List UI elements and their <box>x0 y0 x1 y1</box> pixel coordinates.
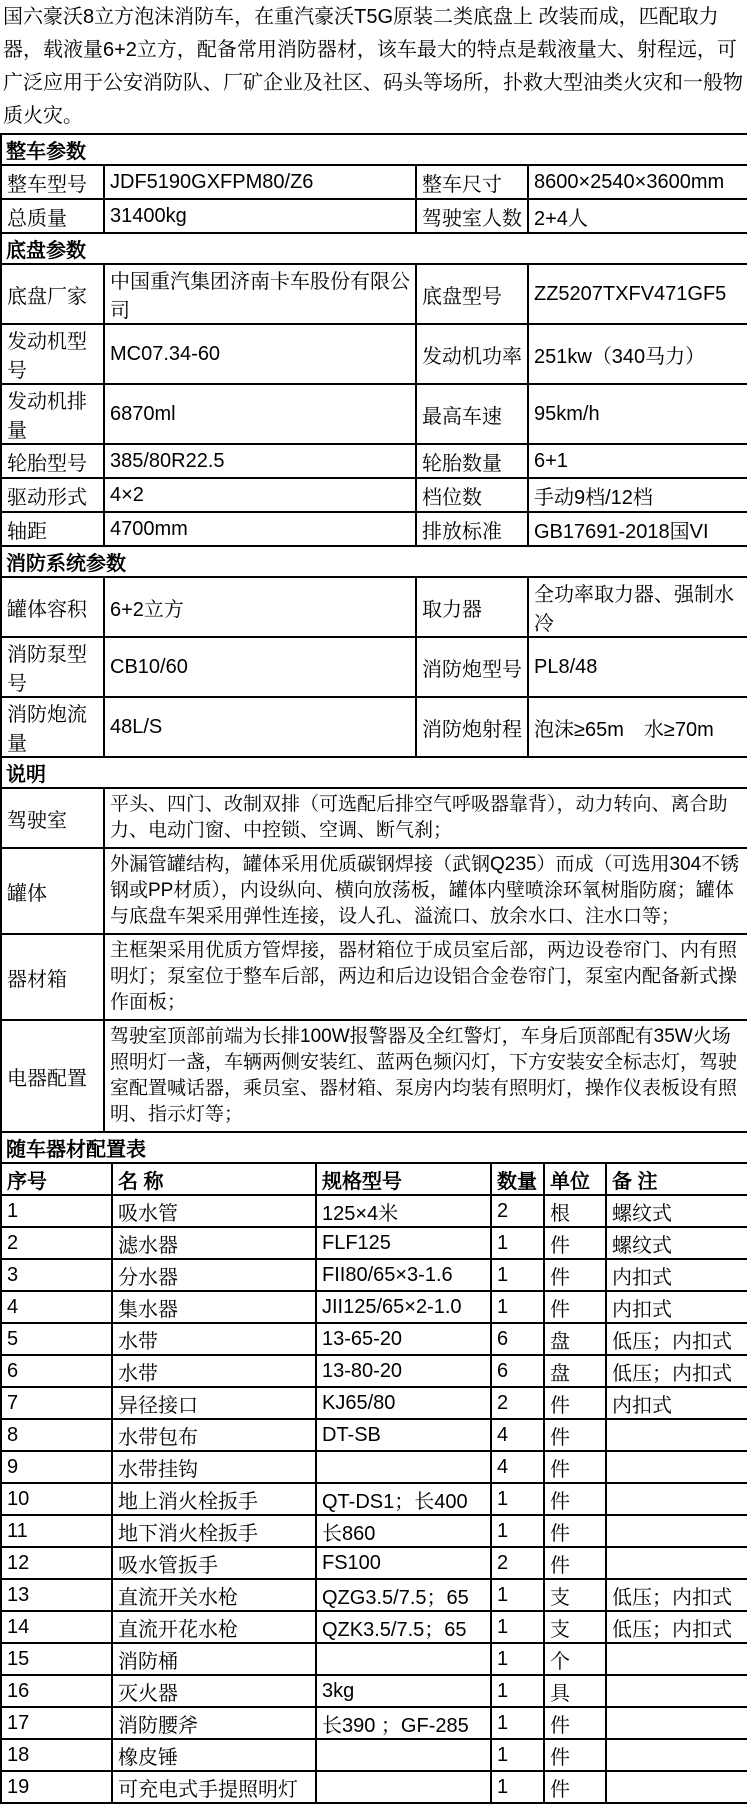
cell-qty: 1 <box>491 1515 544 1547</box>
cell-spec: JII125/65×2-1.0 <box>316 1291 491 1323</box>
cell-unit: 件 <box>544 1227 606 1259</box>
intro-paragraph: 国六豪沃8立方泡沫消防车，在重汽豪沃T5G原装二类底盘上 改装而成，匹配取力器，载液量6+2立方，配备常用消防器材，该车最大的特点是载液量大、射程远，可广泛应用于公安消防队、厂矿企业及社区、码头等场所，扑救大型油类火灾和一般物质火灾。 <box>3 6 743 127</box>
param-label: 最高车速 <box>416 384 528 444</box>
equipment-row <box>1 1739 747 1771</box>
equipment-header-row <box>1 1163 747 1195</box>
cell-remark: 内扣式 <box>606 1259 747 1291</box>
equipment-row <box>1 1195 747 1227</box>
param-row <box>1 512 747 546</box>
cell-unit: 具 <box>544 1675 606 1707</box>
cell-qty: 1 <box>491 1739 544 1771</box>
param-row <box>1 384 747 444</box>
section-header-row <box>1 1132 747 1163</box>
param-value: 251kw（340马力） <box>528 324 747 384</box>
param-label: 轮胎数量 <box>416 444 528 478</box>
cell-qty: 4 <box>491 1419 544 1451</box>
cell-spec: FS100 <box>316 1547 491 1579</box>
cell-qty: 1 <box>491 1227 544 1259</box>
cell-unit: 件 <box>544 1291 606 1323</box>
cell-index: 16 <box>1 1675 112 1707</box>
section-header-row <box>1 546 747 577</box>
cell-remark <box>606 1771 747 1803</box>
cell-qty: 1 <box>491 1291 544 1323</box>
cell-index: 10 <box>1 1483 112 1515</box>
cell-remark <box>606 1739 747 1771</box>
cell-index: 8 <box>1 1419 112 1451</box>
cell-name: 水带包布 <box>112 1419 316 1451</box>
cell-name: 消防腰斧 <box>112 1707 316 1739</box>
section-header-row <box>1 233 747 264</box>
cell-qty: 1 <box>491 1483 544 1515</box>
cell-name: 水带 <box>112 1323 316 1355</box>
equipment-row <box>1 1579 747 1611</box>
param-label: 发动机功率 <box>416 324 528 384</box>
cell-index: 19 <box>1 1771 112 1803</box>
cell-name: 异径接口 <box>112 1387 316 1419</box>
cell-remark: 低压；内扣式 <box>606 1611 747 1643</box>
cell-spec <box>316 1451 491 1483</box>
param-label: 总质量 <box>1 199 104 233</box>
cell-unit: 件 <box>544 1483 606 1515</box>
cell-qty: 1 <box>491 1707 544 1739</box>
param-value: 8600×2540×3600mm <box>528 165 747 199</box>
section-title-vehicle-params: 整车参数 <box>1 134 747 165</box>
param-value: 全功率取力器、强制水冷 <box>528 577 747 637</box>
param-row <box>1 165 747 199</box>
cell-name: 灭火器 <box>112 1675 316 1707</box>
cell-name: 集水器 <box>112 1291 316 1323</box>
param-row <box>1 637 747 697</box>
cell-spec: QZG3.5/7.5；65 <box>316 1579 491 1611</box>
cell-index: 5 <box>1 1323 112 1355</box>
equipment-row <box>1 1675 747 1707</box>
col-header-remark: 备 注 <box>606 1163 747 1195</box>
cell-qty: 1 <box>491 1771 544 1803</box>
note-label: 电器配置 <box>1 1020 104 1132</box>
cell-remark: 低压；内扣式 <box>606 1355 747 1387</box>
cell-spec: 长390 ；GF-285 <box>316 1707 491 1739</box>
param-value: 手动9档/12档 <box>528 478 747 512</box>
cell-qty: 2 <box>491 1387 544 1419</box>
param-value: MC07.34-60 <box>104 324 416 384</box>
cell-remark: 低压；内扣式 <box>606 1323 747 1355</box>
equipment-row <box>1 1227 747 1259</box>
param-value: JDF5190GXFPM80/Z6 <box>104 165 416 199</box>
cell-index: 2 <box>1 1227 112 1259</box>
equipment-row <box>1 1387 747 1419</box>
note-label: 驾驶室 <box>1 788 104 848</box>
cell-unit: 支 <box>544 1611 606 1643</box>
cell-remark <box>606 1451 747 1483</box>
param-label: 消防炮型号 <box>416 637 528 697</box>
cell-unit: 根 <box>544 1195 606 1227</box>
cell-name: 分水器 <box>112 1259 316 1291</box>
equipment-row <box>1 1483 747 1515</box>
note-text: 平头、四门、改制双排（可选配后排空气呼吸器靠背），动力转向、离合助力、电动门窗、中控锁、空调、断气刹； <box>104 788 747 848</box>
param-label: 整车尺寸 <box>416 165 528 199</box>
cell-index: 14 <box>1 1611 112 1643</box>
cell-name: 地下消火栓扳手 <box>112 1515 316 1547</box>
param-row <box>1 444 747 478</box>
col-header-name: 名 称 <box>112 1163 316 1195</box>
cell-unit: 盘 <box>544 1355 606 1387</box>
cell-name: 消防桶 <box>112 1643 316 1675</box>
equipment-row <box>1 1643 747 1675</box>
cell-remark: 螺纹式 <box>606 1195 747 1227</box>
param-label: 驾驶室人数 <box>416 199 528 233</box>
cell-qty: 1 <box>491 1259 544 1291</box>
equipment-row <box>1 1707 747 1739</box>
cell-name: 吸水管 <box>112 1195 316 1227</box>
cell-index: 6 <box>1 1355 112 1387</box>
col-header-spec: 规格型号 <box>316 1163 491 1195</box>
equipment-row <box>1 1451 747 1483</box>
cell-index: 18 <box>1 1739 112 1771</box>
chassis-params-table <box>0 232 747 547</box>
cell-remark <box>606 1483 747 1515</box>
cell-spec <box>316 1643 491 1675</box>
note-label: 器材箱 <box>1 934 104 1020</box>
col-header-index: 序号 <box>1 1163 112 1195</box>
cell-index: 4 <box>1 1291 112 1323</box>
note-label: 罐体 <box>1 848 104 934</box>
cell-name: 直流开关水枪 <box>112 1579 316 1611</box>
cell-spec: QZK3.5/7.5；65 <box>316 1611 491 1643</box>
param-row <box>1 577 747 637</box>
param-label: 驱动形式 <box>1 478 104 512</box>
cell-name: 滤水器 <box>112 1227 316 1259</box>
cell-remark: 螺纹式 <box>606 1227 747 1259</box>
equipment-row <box>1 1547 747 1579</box>
cell-spec: FLF125 <box>316 1227 491 1259</box>
cell-remark <box>606 1707 747 1739</box>
cell-unit: 件 <box>544 1387 606 1419</box>
cell-spec: 13-80-20 <box>316 1355 491 1387</box>
param-value: 95km/h <box>528 384 747 444</box>
cell-unit: 件 <box>544 1419 606 1451</box>
cell-remark: 低压；内扣式 <box>606 1579 747 1611</box>
cell-qty: 1 <box>491 1579 544 1611</box>
cell-unit: 件 <box>544 1707 606 1739</box>
param-label: 发动机排量 <box>1 384 104 444</box>
param-value: 2+4人 <box>528 199 747 233</box>
cell-spec: 长860 <box>316 1515 491 1547</box>
cell-index: 1 <box>1 1195 112 1227</box>
param-value: 6+1 <box>528 444 747 478</box>
cell-spec: KJ65/80 <box>316 1387 491 1419</box>
cell-unit: 件 <box>544 1515 606 1547</box>
equipment-row <box>1 1259 747 1291</box>
param-label: 底盘型号 <box>416 264 528 324</box>
cell-qty: 2 <box>491 1547 544 1579</box>
equipment-row <box>1 1323 747 1355</box>
section-header-row <box>1 757 747 788</box>
param-label: 档位数 <box>416 478 528 512</box>
cell-unit: 盘 <box>544 1323 606 1355</box>
cell-spec: QT-DS1；长400 <box>316 1483 491 1515</box>
cell-index: 12 <box>1 1547 112 1579</box>
equipment-row <box>1 1515 747 1547</box>
cell-unit: 件 <box>544 1771 606 1803</box>
cell-name: 地上消火栓扳手 <box>112 1483 316 1515</box>
param-value: CB10/60 <box>104 637 416 697</box>
col-header-unit: 单位 <box>544 1163 606 1195</box>
cell-index: 9 <box>1 1451 112 1483</box>
param-row <box>1 324 747 384</box>
cell-remark <box>606 1643 747 1675</box>
cell-spec: DT-SB <box>316 1419 491 1451</box>
cell-qty: 1 <box>491 1611 544 1643</box>
param-label: 轴距 <box>1 512 104 546</box>
note-row <box>1 848 747 934</box>
param-row <box>1 264 747 324</box>
param-label: 底盘厂家 <box>1 264 104 324</box>
vehicle-params-table <box>0 133 747 234</box>
col-header-qty: 数量 <box>491 1163 544 1195</box>
cell-name: 直流开花水枪 <box>112 1611 316 1643</box>
param-value: 4700mm <box>104 512 416 546</box>
note-row <box>1 788 747 848</box>
param-value: 31400kg <box>104 199 416 233</box>
param-label: 罐体容积 <box>1 577 104 637</box>
note-text: 主框架采用优质方管焊接，器材箱位于成员室后部，两边设卷帘门、内有照明灯；泵室位于整车后部，两边和后边设铝合金卷帘门，泵室内配备新式操作面板； <box>104 934 747 1020</box>
cell-index: 7 <box>1 1387 112 1419</box>
param-value: 泡沫≥65m 水≥70m <box>528 697 747 757</box>
cell-name: 可充电式手提照明灯 <box>112 1771 316 1803</box>
param-value: 中国重汽集团济南卡车股份有限公司 <box>104 264 416 324</box>
param-row <box>1 478 747 512</box>
section-title-notes: 说明 <box>1 757 747 788</box>
cell-remark <box>606 1515 747 1547</box>
cell-qty: 4 <box>491 1451 544 1483</box>
param-row <box>1 199 747 233</box>
cell-remark <box>606 1419 747 1451</box>
cell-remark: 内扣式 <box>606 1291 747 1323</box>
note-row <box>1 1020 747 1132</box>
cell-unit: 个 <box>544 1643 606 1675</box>
cell-spec <box>316 1771 491 1803</box>
section-title-equipment: 随车器材配置表 <box>1 1132 747 1163</box>
cell-qty: 6 <box>491 1355 544 1387</box>
param-value: 6+2立方 <box>104 577 416 637</box>
cell-remark <box>606 1547 747 1579</box>
param-label: 消防泵型号 <box>1 637 104 697</box>
cell-index: 17 <box>1 1707 112 1739</box>
cell-remark: 内扣式 <box>606 1387 747 1419</box>
cell-unit: 件 <box>544 1259 606 1291</box>
param-label: 发动机型号 <box>1 324 104 384</box>
cell-index: 11 <box>1 1515 112 1547</box>
cell-spec: FII80/65×3-1.6 <box>316 1259 491 1291</box>
cell-spec <box>316 1739 491 1771</box>
section-title-fire-system-params: 消防系统参数 <box>1 546 747 577</box>
equipment-row <box>1 1419 747 1451</box>
equipment-table <box>0 1131 747 1804</box>
param-label: 消防炮射程 <box>416 697 528 757</box>
equipment-row <box>1 1355 747 1387</box>
param-label: 消防炮流量 <box>1 697 104 757</box>
cell-unit: 件 <box>544 1547 606 1579</box>
equipment-row <box>1 1291 747 1323</box>
param-value: ZZ5207TXFV471GF5 <box>528 264 747 324</box>
cell-unit: 支 <box>544 1579 606 1611</box>
cell-spec: 3kg <box>316 1675 491 1707</box>
cell-qty: 1 <box>491 1643 544 1675</box>
param-label: 整车型号 <box>1 165 104 199</box>
notes-table <box>0 756 747 1133</box>
section-header-row <box>1 134 747 165</box>
param-label: 排放标准 <box>416 512 528 546</box>
cell-qty: 1 <box>491 1675 544 1707</box>
cell-unit: 件 <box>544 1451 606 1483</box>
cell-unit: 件 <box>544 1739 606 1771</box>
note-text: 外漏管罐结构，罐体采用优质碳钢焊接（武钢Q235）而成（可选用304不锈钢或PP材质），内设纵向、横向放荡板，罐体内壁喷涂环氧树脂防腐；罐体与底盘车架采用弹性连接，设人孔、溢流口、放余水口、注水口等； <box>104 848 747 934</box>
fire-system-params-table <box>0 545 747 758</box>
param-label: 轮胎型号 <box>1 444 104 478</box>
cell-spec: 125×4米 <box>316 1195 491 1227</box>
cell-name: 吸水管扳手 <box>112 1547 316 1579</box>
cell-name: 橡皮锤 <box>112 1739 316 1771</box>
cell-spec: 13-65-20 <box>316 1323 491 1355</box>
param-value: GB17691-2018国VI <box>528 512 747 546</box>
param-value: 4×2 <box>104 478 416 512</box>
param-value: 48L/S <box>104 697 416 757</box>
cell-remark <box>606 1675 747 1707</box>
note-text: 驾驶室顶部前端为长排100W报警器及全红警灯，车身后顶部配有35W火场照明灯一盏，车辆两侧安装红、蓝两色频闪灯，下方安装安全标志灯，驾驶室配置喊话器，乘员室、器材箱、泵房内均装有照明灯，操作仪表板设有照明、指示灯等； <box>104 1020 747 1132</box>
param-value: 6870ml <box>104 384 416 444</box>
cell-index: 13 <box>1 1579 112 1611</box>
param-label: 取力器 <box>416 577 528 637</box>
param-value: PL8/48 <box>528 637 747 697</box>
cell-name: 水带 <box>112 1355 316 1387</box>
equipment-row <box>1 1611 747 1643</box>
cell-name: 水带挂钩 <box>112 1451 316 1483</box>
cell-index: 3 <box>1 1259 112 1291</box>
section-title-chassis-params: 底盘参数 <box>1 233 747 264</box>
cell-index: 15 <box>1 1643 112 1675</box>
note-row <box>1 934 747 1020</box>
param-row <box>1 697 747 757</box>
equipment-row <box>1 1771 747 1803</box>
cell-qty: 2 <box>491 1195 544 1227</box>
param-value: 385/80R22.5 <box>104 444 416 478</box>
cell-qty: 6 <box>491 1323 544 1355</box>
